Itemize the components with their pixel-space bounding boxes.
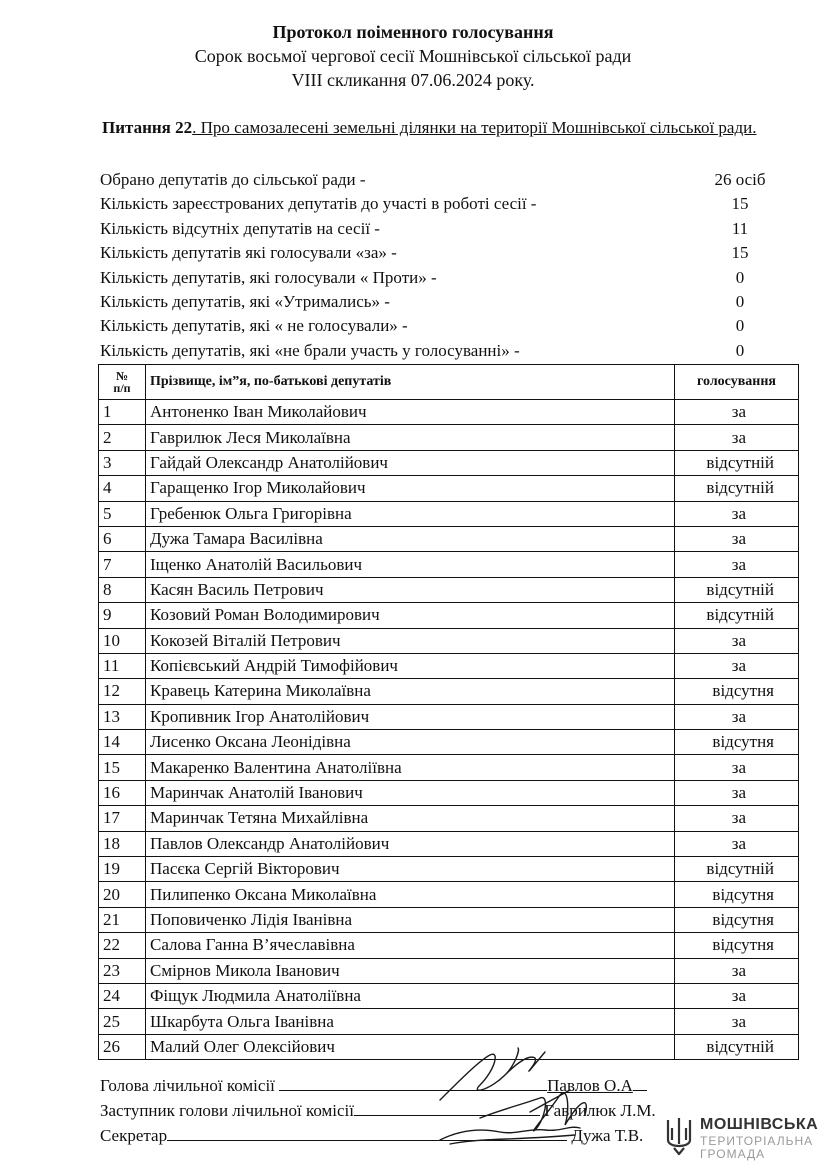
stat-value: 26 осіб xyxy=(714,170,766,189)
signature-underline xyxy=(279,1076,547,1091)
stat-row xyxy=(100,219,780,243)
stat-label: Кількість відсутніх депутатів на сесії - xyxy=(100,218,380,238)
stat-label: Кількість зареєстрованих депутатів до участі в роботі сесії - xyxy=(100,194,537,214)
table-row xyxy=(99,882,799,907)
deputy-name: Кокозей Віталій Петрович xyxy=(146,628,675,653)
stat-label: Обрано депутатів до сільської ради - xyxy=(100,170,366,189)
stat-value: 11 xyxy=(731,218,749,238)
signature-underline xyxy=(354,1101,540,1116)
signature-name: Гаврилюк Л.М. xyxy=(544,1101,656,1120)
deputy-number: 14 xyxy=(99,730,146,755)
deputy-number: 6 xyxy=(99,526,146,551)
stat-label: Кількість депутатів, які голосували « Проти» - xyxy=(100,267,437,287)
session-subtitle: Сорок восьмої чергової сесії Мошнівської сільської ради xyxy=(194,46,632,66)
deputy-number: 15 xyxy=(99,755,146,780)
signature-role: Заступник голови лічильної комісії xyxy=(100,1101,355,1120)
stat-label: Кількість депутатів, які «не брали участь у голосуванні» - xyxy=(100,340,520,360)
convocation-date: VIII скликання 07.06.2024 року. xyxy=(291,70,535,90)
deputy-name: Гаращенко Ігор Миколайович xyxy=(146,476,675,501)
deputy-number: 22 xyxy=(99,933,146,958)
signature-role: Секретар xyxy=(100,1126,168,1145)
deputy-name: Копієвський Андрій Тимофійович xyxy=(146,653,675,678)
deputy-vote: за xyxy=(675,704,799,729)
deputy-name: Фіщук Людмила Анатоліївна xyxy=(146,983,675,1008)
table-row xyxy=(99,577,799,602)
deputy-number: 5 xyxy=(99,501,146,526)
table-row xyxy=(99,628,799,653)
table-row xyxy=(99,400,799,425)
logo-text-line3: ГРОМАДА xyxy=(700,1147,766,1161)
trident-icon xyxy=(664,1114,694,1158)
deputy-number: 20 xyxy=(99,882,146,907)
deputy-number: 21 xyxy=(99,907,146,932)
table-row xyxy=(99,552,799,577)
table-row xyxy=(99,907,799,932)
deputy-name: Малий Олег Олексійович xyxy=(146,1034,675,1059)
deputy-name: Касян Василь Петрович xyxy=(146,577,675,602)
deputy-number: 4 xyxy=(99,476,146,501)
table-header-row xyxy=(99,365,799,400)
table-row xyxy=(99,704,799,729)
page-title: Протокол поіменного голосування xyxy=(272,22,554,42)
table-row xyxy=(99,1034,799,1059)
table-body xyxy=(99,400,799,1060)
signature-deputy xyxy=(100,1101,656,1121)
deputy-vote: за xyxy=(675,755,799,780)
table-row xyxy=(99,476,799,501)
signature-role: Голова лічильної комісії xyxy=(100,1076,275,1095)
table-row xyxy=(99,679,799,704)
deputy-vote: за xyxy=(675,806,799,831)
table-row xyxy=(99,780,799,805)
table-row xyxy=(99,501,799,526)
deputy-vote: за xyxy=(675,653,799,678)
deputy-name: Кропивник Ігор Анатолійович xyxy=(146,704,675,729)
stat-row xyxy=(100,341,780,365)
deputy-vote: за xyxy=(675,983,799,1008)
table-row xyxy=(99,526,799,551)
header-vote: голосування xyxy=(675,365,799,400)
logo-text-line1: МОШНІВСЬКА xyxy=(700,1116,819,1133)
stat-label: Кількість депутатів, які « не голосували» - xyxy=(100,316,408,336)
header-number xyxy=(99,365,146,400)
deputy-vote: відсутній xyxy=(675,1034,799,1059)
signature-underline xyxy=(633,1076,647,1091)
signature-secretary xyxy=(100,1126,643,1146)
signature-name: Павлов О.А xyxy=(547,1076,633,1095)
deputy-name: Пасєка Сергій Вікторович xyxy=(146,857,675,882)
header-number-abbr: п/п xyxy=(113,381,131,395)
signature-head xyxy=(100,1076,647,1096)
deputy-number: 3 xyxy=(99,450,146,475)
deputy-number: 12 xyxy=(99,679,146,704)
deputy-number: 2 xyxy=(99,425,146,450)
deputy-vote: відсутня xyxy=(675,730,799,755)
deputy-number: 1 xyxy=(99,400,146,425)
deputy-vote: відсутній xyxy=(675,476,799,501)
table-row xyxy=(99,831,799,856)
stat-value: 0 xyxy=(735,267,745,287)
deputy-vote: відсутня xyxy=(675,933,799,958)
question-line xyxy=(102,118,756,138)
table-row xyxy=(99,1009,799,1034)
community-logo xyxy=(664,1112,819,1162)
deputy-number: 8 xyxy=(99,577,146,602)
deputy-vote: за xyxy=(675,628,799,653)
table-row xyxy=(99,806,799,831)
deputy-name: Павлов Олександр Анатолійович xyxy=(146,831,675,856)
deputy-vote: за xyxy=(675,425,799,450)
deputy-vote: за xyxy=(675,552,799,577)
deputy-number: 9 xyxy=(99,603,146,628)
table-row xyxy=(99,730,799,755)
deputy-vote: за xyxy=(675,400,799,425)
roll-call-table xyxy=(98,364,799,1060)
header-number-sign: № xyxy=(115,369,129,383)
deputy-name: Маринчак Тетяна Михайлівна xyxy=(146,806,675,831)
deputy-number: 10 xyxy=(99,628,146,653)
deputy-number: 7 xyxy=(99,552,146,577)
deputy-vote: за xyxy=(675,831,799,856)
table-row xyxy=(99,983,799,1008)
stat-row xyxy=(100,292,780,316)
deputy-name: Маринчак Анатолій Іванович xyxy=(146,780,675,805)
question-text: . Про самозалесені земельні ділянки на території Мошнівської сільської ради. xyxy=(192,118,757,137)
deputy-name: Пилипенко Оксана Миколаївна xyxy=(146,882,675,907)
stat-label: Кількість депутатів, які «Утримались» - xyxy=(100,292,390,311)
deputy-vote: відсутній xyxy=(675,857,799,882)
table-row xyxy=(99,857,799,882)
question-label: Питання 22 xyxy=(102,118,193,137)
signature-name: Дужа Т.В. xyxy=(571,1126,644,1145)
deputy-name: Гаврилюк Леся Миколаївна xyxy=(146,425,675,450)
deputy-number: 23 xyxy=(99,958,146,983)
table-row xyxy=(99,603,799,628)
stat-row xyxy=(100,316,780,340)
deputy-vote: відсутній xyxy=(675,577,799,602)
stat-value: 0 xyxy=(735,292,745,311)
deputy-name: Кравець Катерина Миколаївна xyxy=(146,679,675,704)
deputy-name: Поповиченко Лідія Іванівна xyxy=(146,907,675,932)
stat-row xyxy=(100,268,780,292)
deputy-vote: відсутня xyxy=(675,907,799,932)
deputy-vote: відсутній xyxy=(675,603,799,628)
deputy-name: Гайдай Олександр Анатолійович xyxy=(146,450,675,475)
deputy-name: Антоненко Іван Миколайович xyxy=(146,400,675,425)
deputy-number: 16 xyxy=(99,780,146,805)
deputy-vote: за xyxy=(675,501,799,526)
header-name: Прізвище, ім”я, по-батькові депутатів xyxy=(146,365,675,400)
stat-label: Кількість депутатів які голосували «за» - xyxy=(100,243,397,263)
deputy-number: 13 xyxy=(99,704,146,729)
stat-value: 15 xyxy=(731,243,749,263)
table-row xyxy=(99,425,799,450)
signature-underline xyxy=(167,1126,567,1141)
table-row xyxy=(99,653,799,678)
stat-row xyxy=(100,170,780,194)
table-row xyxy=(99,933,799,958)
deputy-name: Іщенко Анатолій Васильович xyxy=(146,552,675,577)
deputy-vote: за xyxy=(675,1009,799,1034)
deputy-number: 11 xyxy=(99,653,146,678)
deputy-vote: відсутня xyxy=(675,679,799,704)
deputy-number: 24 xyxy=(99,983,146,1008)
table-row xyxy=(99,755,799,780)
table-row xyxy=(99,958,799,983)
deputy-name: Дужа Тамара Василівна xyxy=(146,526,675,551)
deputy-vote: за xyxy=(675,780,799,805)
deputy-vote: відсутня xyxy=(675,882,799,907)
deputy-vote: відсутній xyxy=(675,450,799,475)
deputy-name: Смірнов Микола Іванович xyxy=(146,958,675,983)
deputy-vote: за xyxy=(675,526,799,551)
deputy-name: Гребенюк Ольга Григорівна xyxy=(146,501,675,526)
deputy-number: 26 xyxy=(99,1034,146,1059)
stat-value: 15 xyxy=(731,194,749,214)
table-row xyxy=(99,450,799,475)
stat-row xyxy=(100,194,780,218)
deputy-name: Салова Ганна В’ячеславівна xyxy=(146,933,675,958)
logo-text-line2: ТЕРИТОРІАЛЬНА xyxy=(700,1134,814,1148)
deputy-number: 19 xyxy=(99,857,146,882)
deputy-name: Шкарбута Ольга Іванівна xyxy=(146,1009,675,1034)
stat-value: 0 xyxy=(735,340,745,360)
deputy-name: Козовий Роман Володимирович xyxy=(146,603,675,628)
deputy-name: Макаренко Валентина Анатоліївна xyxy=(146,755,675,780)
deputy-number: 25 xyxy=(99,1009,146,1034)
deputy-vote: за xyxy=(675,958,799,983)
stat-row xyxy=(100,243,780,267)
stat-value: 0 xyxy=(735,316,745,336)
deputy-number: 18 xyxy=(99,831,146,856)
deputy-number: 17 xyxy=(99,806,146,831)
deputy-name: Лисенко Оксана Леонідівна xyxy=(146,730,675,755)
